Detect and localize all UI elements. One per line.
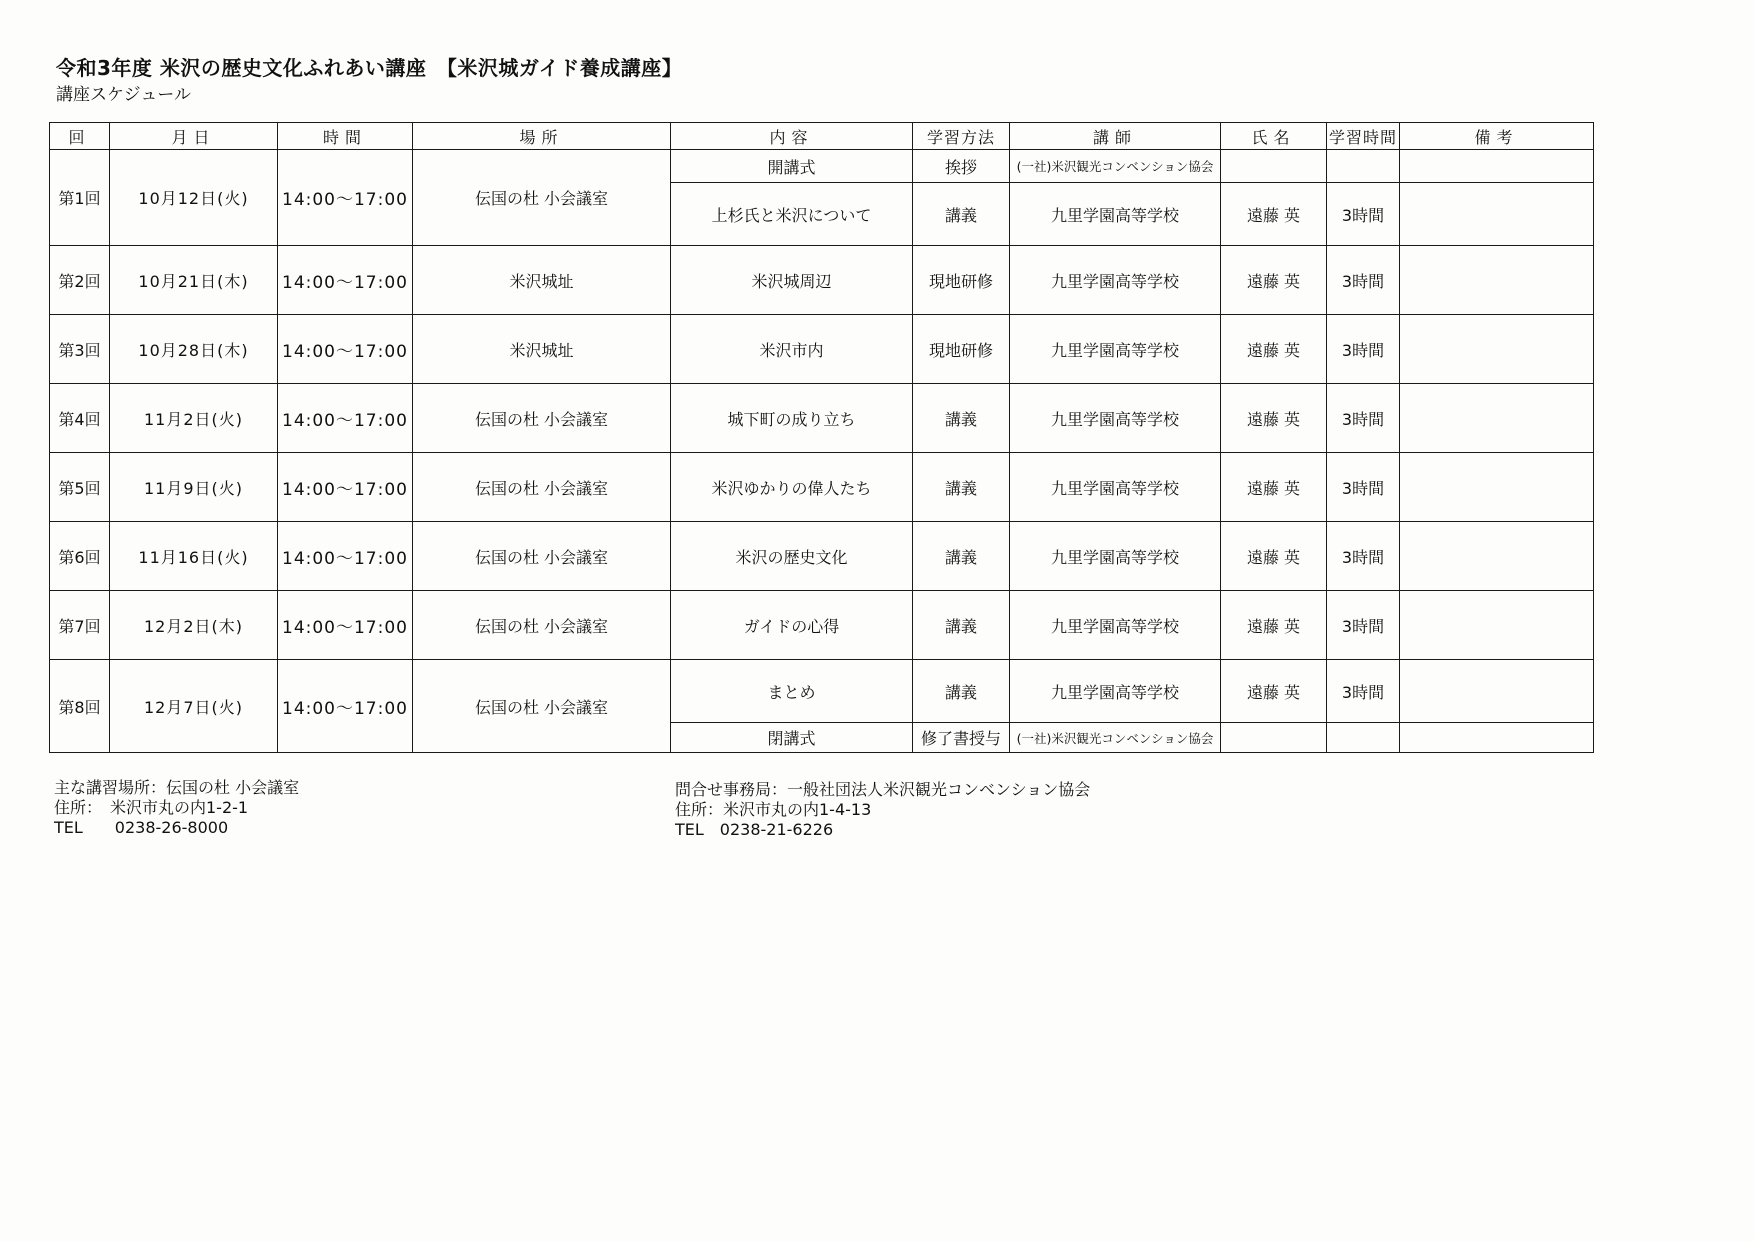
session-time: 14:00〜17:00 — [278, 453, 413, 522]
session-date: 12月7日(火) — [110, 660, 278, 753]
session-remarks — [1400, 183, 1594, 246]
session-method: 講義 — [913, 660, 1010, 723]
schedule-table — [49, 122, 1594, 753]
session-lecturer: 九里学園高等学校 — [1010, 522, 1221, 591]
session-remarks — [1400, 150, 1594, 183]
table-row — [50, 522, 1594, 591]
header-name: 氏名 — [1221, 123, 1327, 150]
session-content: 米沢市内 — [671, 315, 913, 384]
session-method: 講義 — [913, 183, 1010, 246]
session-number: 第3回 — [50, 315, 110, 384]
session-date: 12月2日(木) — [110, 591, 278, 660]
session-method: 挨拶 — [913, 150, 1010, 183]
header-lecturer: 講師 — [1010, 123, 1221, 150]
session-place: 米沢城址 — [413, 315, 671, 384]
session-date: 11月9日(火) — [110, 453, 278, 522]
session-hours: 3時間 — [1327, 183, 1400, 246]
session-time: 14:00〜17:00 — [278, 522, 413, 591]
session-method: 講義 — [913, 522, 1010, 591]
session-name: 遠藤 英 — [1221, 522, 1327, 591]
session-lecturer: (一社)米沢観光コンベンション協会 — [1010, 150, 1221, 183]
venue-phone: TEL 0238-26-8000 — [54, 818, 229, 837]
session-hours: 3時間 — [1327, 246, 1400, 315]
session-time: 14:00〜17:00 — [278, 591, 413, 660]
session-date: 11月2日(火) — [110, 384, 278, 453]
contact-address: 住所：米沢市丸の内1-4-13 — [675, 800, 872, 819]
session-hours: 3時間 — [1327, 384, 1400, 453]
document-title: 令和3年度 米沢の歴史文化ふれあい講座 【米沢城ガイド養成講座】 — [56, 56, 683, 80]
session-method: 修了書授与 — [913, 723, 1010, 753]
session-place: 伝国の杜 小会議室 — [413, 453, 671, 522]
session-time: 14:00〜17:00 — [278, 384, 413, 453]
session-content: 米沢の歴史文化 — [671, 522, 913, 591]
session-hours: 3時間 — [1327, 660, 1400, 723]
session-place: 米沢城址 — [413, 246, 671, 315]
session-name — [1221, 723, 1327, 753]
session-content: 米沢城周辺 — [671, 246, 913, 315]
session-method: 講義 — [913, 453, 1010, 522]
table-row — [50, 453, 1594, 522]
session-place: 伝国の杜 小会議室 — [413, 591, 671, 660]
header-place: 場所 — [413, 123, 671, 150]
session-date: 10月28日(木) — [110, 315, 278, 384]
session-content: 米沢ゆかりの偉人たち — [671, 453, 913, 522]
session-hours: 3時間 — [1327, 591, 1400, 660]
session-time: 14:00〜17:00 — [278, 246, 413, 315]
session-name: 遠藤 英 — [1221, 315, 1327, 384]
session-hours: 3時間 — [1327, 453, 1400, 522]
session-place: 伝国の杜 小会議室 — [413, 660, 671, 753]
session-content: 城下町の成り立ち — [671, 384, 913, 453]
session-number: 第1回 — [50, 150, 110, 246]
session-hours — [1327, 723, 1400, 753]
header-method: 学習方法 — [913, 123, 1010, 150]
table-row — [50, 315, 1594, 384]
session-number: 第2回 — [50, 246, 110, 315]
document-subtitle: 講座スケジュール — [56, 85, 191, 105]
header-time: 時間 — [278, 123, 413, 150]
contact-info — [675, 780, 1090, 840]
session-name: 遠藤 英 — [1221, 453, 1327, 522]
contact-phone: TEL 0238-21-6226 — [675, 820, 834, 839]
session-time: 14:00〜17:00 — [278, 315, 413, 384]
session-lecturer: 九里学園高等学校 — [1010, 660, 1221, 723]
session-remarks — [1400, 591, 1594, 660]
session-lecturer: 九里学園高等学校 — [1010, 183, 1221, 246]
session-number: 第5回 — [50, 453, 110, 522]
session-remarks — [1400, 246, 1594, 315]
header-row — [50, 123, 1594, 150]
session-method: 現地研修 — [913, 315, 1010, 384]
session-hours: 3時間 — [1327, 522, 1400, 591]
session-lecturer: 九里学園高等学校 — [1010, 384, 1221, 453]
venue-info — [54, 778, 299, 838]
session-name: 遠藤 英 — [1221, 591, 1327, 660]
session-date: 10月12日(火) — [110, 150, 278, 246]
table-row — [50, 246, 1594, 315]
session-number: 第6回 — [50, 522, 110, 591]
session-remarks — [1400, 384, 1594, 453]
session-name — [1221, 150, 1327, 183]
table-row-session1-opening — [50, 150, 1594, 183]
session-lecturer: 九里学園高等学校 — [1010, 591, 1221, 660]
session-remarks — [1400, 522, 1594, 591]
session-method: 現地研修 — [913, 246, 1010, 315]
session-remarks — [1400, 315, 1594, 384]
session-remarks — [1400, 723, 1594, 753]
session-number: 第7回 — [50, 591, 110, 660]
session-content: 閉講式 — [671, 723, 913, 753]
table-row — [50, 591, 1594, 660]
session-place: 伝国の杜 小会議室 — [413, 384, 671, 453]
header-content: 内容 — [671, 123, 913, 150]
session-number: 第4回 — [50, 384, 110, 453]
table-row-session8-main — [50, 660, 1594, 723]
session-content: まとめ — [671, 660, 913, 723]
venue-address: 住所： 米沢市丸の内1-2-1 — [54, 798, 249, 817]
session-lecturer: 九里学園高等学校 — [1010, 315, 1221, 384]
session-place: 伝国の杜 小会議室 — [413, 522, 671, 591]
session-content: 上杉氏と米沢について — [671, 183, 913, 246]
session-name: 遠藤 英 — [1221, 384, 1327, 453]
venue-line: 主な講習場所：伝国の杜 小会議室 — [54, 778, 300, 797]
session-time: 14:00〜17:00 — [278, 660, 413, 753]
header-hours: 学習時間 — [1327, 123, 1400, 150]
session-remarks — [1400, 453, 1594, 522]
session-time: 14:00〜17:00 — [278, 150, 413, 246]
header-date: 月日 — [110, 123, 278, 150]
session-content: ガイドの心得 — [671, 591, 913, 660]
session-date: 11月16日(火) — [110, 522, 278, 591]
session-lecturer: 九里学園高等学校 — [1010, 246, 1221, 315]
session-lecturer: (一社)米沢観光コンベンション協会 — [1010, 723, 1221, 753]
session-name: 遠藤 英 — [1221, 183, 1327, 246]
session-content: 開講式 — [671, 150, 913, 183]
session-name: 遠藤 英 — [1221, 246, 1327, 315]
session-hours — [1327, 150, 1400, 183]
header-session: 回 — [50, 123, 110, 150]
session-number: 第8回 — [50, 660, 110, 753]
table-row — [50, 384, 1594, 453]
session-method: 講義 — [913, 591, 1010, 660]
session-hours: 3時間 — [1327, 315, 1400, 384]
session-place: 伝国の杜 小会議室 — [413, 150, 671, 246]
header-remarks: 備考 — [1400, 123, 1594, 150]
session-method: 講義 — [913, 384, 1010, 453]
contact-office: 問合せ事務局：一般社団法人米沢観光コンベンション協会 — [675, 780, 1091, 799]
session-lecturer: 九里学園高等学校 — [1010, 453, 1221, 522]
session-remarks — [1400, 660, 1594, 723]
session-date: 10月21日(木) — [110, 246, 278, 315]
session-name: 遠藤 英 — [1221, 660, 1327, 723]
